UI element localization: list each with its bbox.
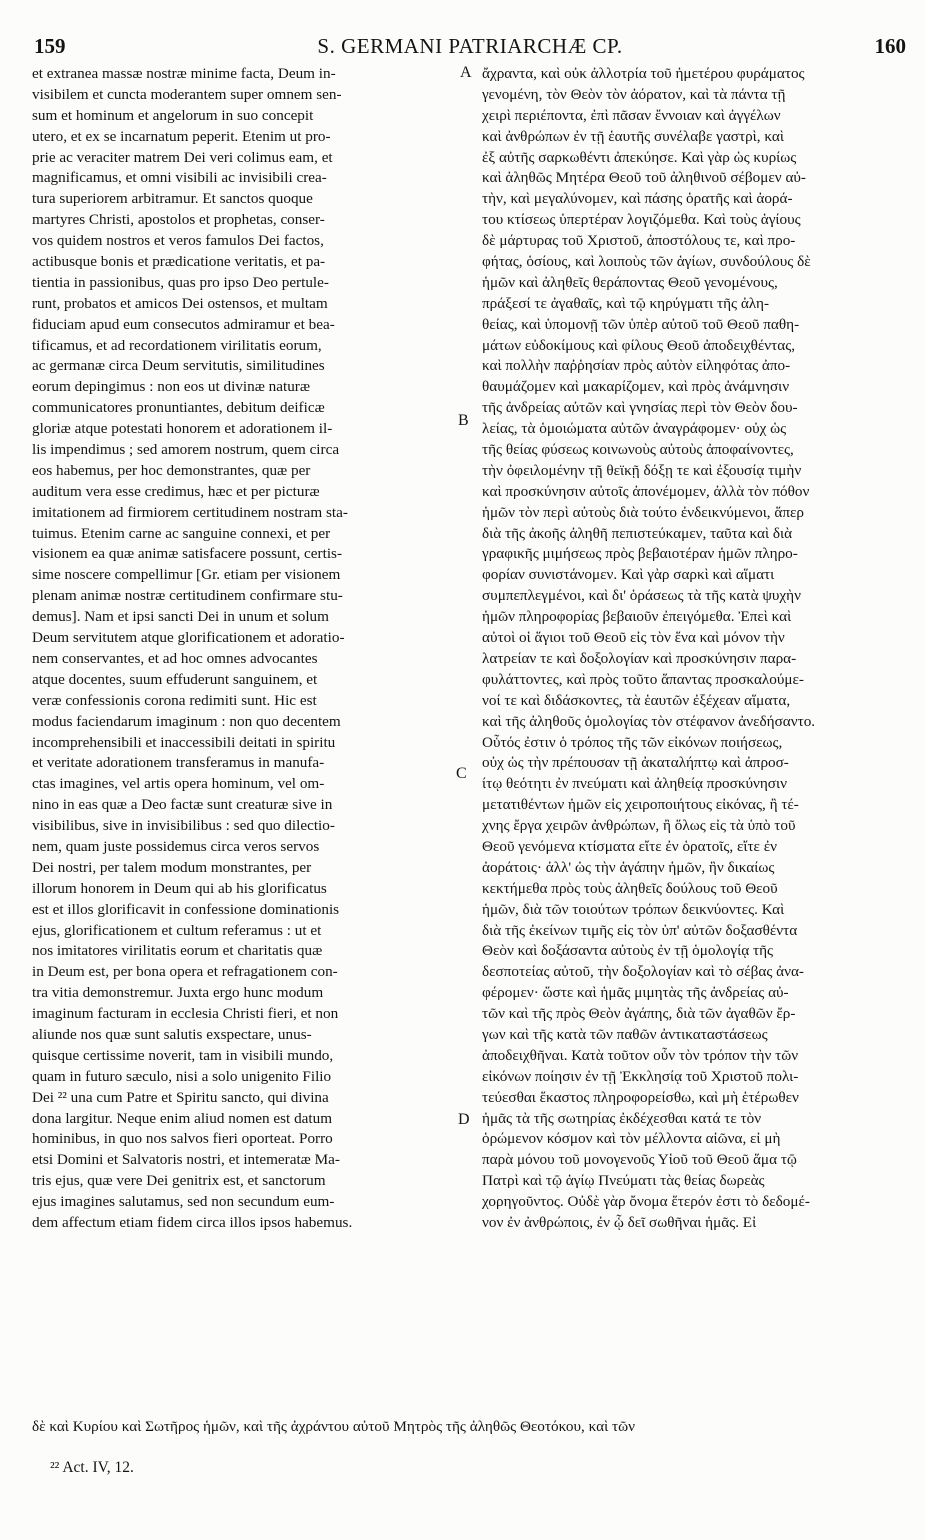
- greek-text-line: θαυμάζομεν καὶ μακαρίζομεν, καὶ πρὸς ἀνάμνησιν: [482, 378, 790, 396]
- latin-text-line: quam in futuro sæculo, nisi a solo unigenito Filio: [32, 1067, 332, 1085]
- greek-text-line: ἡμῶν τὸν περὶ αὐτοὺς διὰ τούτο ἐνδεικνύμενοι, ἅπερ: [482, 503, 804, 521]
- latin-text-line: ejus imagines salutamus, sed non secundum eum-: [32, 1193, 335, 1211]
- greek-text-line: Θεὸν καὶ δοξάσαντα αὐτοὺς ἐν τῇ ὁμολογίᾳ τῆς: [482, 942, 774, 960]
- full-width-closing-line: δὲ καὶ Κυρίου καὶ Σωτῆρος ἡμῶν, καὶ τῆς ἀχράντου αὐτοῦ Μητρὸς τῆς ἀληθῶς Θεοτόκου, καὶ τῶν: [32, 1418, 635, 1435]
- greek-text-line: τῆς ἀνδρείας αὐτῶν καὶ γνησίας περὶ τὸν Θεὸν δου-: [482, 399, 798, 417]
- latin-text-line: visibilibus, sive in invisibilibus : sed quo dilectio-: [32, 817, 335, 835]
- latin-text-line: Deum servitutem atque glorificationem et adoratio-: [32, 629, 345, 647]
- greek-text-line: οὐχ ὡς τὴν πρέπουσαν τῇ ἀκαταλήπτῳ καὶ ἀπροσ-: [482, 754, 789, 772]
- latin-text-line: gloriæ atque potestati honorem et adorationem il-: [32, 420, 333, 438]
- latin-text-line: eos habemus, per hoc demonstrantes, quæ per: [32, 461, 311, 479]
- greek-text-line: γραφικῆς μιμήσεως πρὸς βεβαιοτέραν ἡμῶν πληρο-: [482, 545, 798, 563]
- greek-text-line: λείας, τὰ ὁμοιώματα αὐτῶν ἀναγράφομεν· οὐχ ὡς: [482, 420, 787, 438]
- greek-text-line: θείας, καὶ ὑπομονῇ τῶν ὑπὲρ αὐτοῦ τοῦ Θεοῦ παθη-: [482, 315, 800, 333]
- margin-letter-b: B: [458, 412, 469, 429]
- page-header: [34, 34, 906, 64]
- latin-text-line: modus faciendarum imaginum : non quo decentem: [32, 712, 341, 730]
- greek-text-line: ὁρώμενον κόσμον καὶ τὸν μέλλοντα αἰῶνα, εἰ μὴ: [482, 1130, 781, 1148]
- latin-text-line: visibilem et cuncta moderantem super omnem sen-: [32, 85, 342, 103]
- latin-text-line: plenam animæ nostræ certitudinem confirmare stu-: [32, 587, 343, 605]
- latin-text-line: lis impendimus ; sed amorem nostrum, quem circa: [32, 441, 340, 459]
- greek-text-line: διὰ τῆς ἀκοῆς ἀληθῆ πεπιστεύκαμεν, ταῦτα καὶ διὰ: [482, 524, 793, 542]
- greek-text-line: αὐτοὶ οἱ ἅγιοι τοῦ Θεοῦ εἰς τὸν ἕνα καὶ μόνον τὴν: [482, 629, 785, 647]
- greek-text-line: φήτας, ὁσίους, καὶ λοιποὺς τῶν ἁγίων, συνδούλους δὲ: [482, 253, 811, 271]
- latin-text-line: atque docentes, suum effuderunt sanguinem, et: [32, 670, 318, 688]
- latin-text-line: runt, probatos et amicos Dei ostensos, et multam: [32, 294, 328, 312]
- greek-text-line: παρὰ μόνου τοῦ μονογενοῦς Υἱοῦ τοῦ Θεοῦ ἅμα τῷ: [482, 1151, 797, 1169]
- greek-text-line: καὶ προσκύνησιν αὐτοῖς ἀπονέμομεν, ἀλλὰ τὸν πόθον: [482, 482, 810, 500]
- latin-text-line: imaginum facturam in ecclesia Christi fieri, et non: [32, 1005, 339, 1023]
- latin-text-line: tificamus, et ad recordationem virilitatis eorum,: [32, 336, 322, 354]
- latin-text-line: nos imitatores virilitatis eorum et charitatis quæ: [32, 942, 323, 960]
- greek-text-line: μετατιθέντων ἡμῶν εἰς χειροποιήτους εἰκόνας, ἢ τέ-: [482, 796, 799, 814]
- latin-text-line: visionem ea quæ animæ satisfacere possunt, certis-: [32, 545, 343, 563]
- greek-text-line: δὲ μάρτυρας τοῦ Χριστοῦ, ἀποστόλους τε, καὶ προ-: [482, 232, 796, 250]
- running-title: S. GERMANI PATRIARCHÆ CP.: [317, 34, 623, 58]
- greek-text-line: νον ἐν ἀνθρώποις, ἐν ᾧ δεῖ σωθῆναι ἡμᾶς. Εἰ: [482, 1213, 757, 1231]
- latin-text-line: prie ac veraciter matrem Dei veri colimus eam, et: [32, 148, 333, 166]
- latin-text-line: ac germanæ circa Deum servitutis, similitudines: [32, 357, 325, 375]
- latin-text-line: in Deum est, per bona opera et refragationem con-: [32, 963, 338, 981]
- latin-text-line: veræ confessionis corona redimiti sunt. Hic est: [32, 691, 317, 709]
- latin-text-line: imitationem ad firmiorem certitudinem nostram sta-: [32, 503, 348, 521]
- latin-text-line: quisque certissime noverit, tam in visibili mundo,: [32, 1046, 334, 1064]
- greek-text-line: ἡμᾶς τὰ τῆς σωτηρίας ἐκδέχεσθαι κατά τε τὸν: [482, 1109, 762, 1127]
- greek-text-line: φορίαν συνιστάνομεν. Καὶ γὰρ σαρκὶ καὶ αἵματι: [482, 566, 775, 584]
- greek-text-line: νοί τε καὶ διδάσκοντες, τὰ ἑαυτῶν ἐξέχεαν αἵματα,: [482, 691, 791, 709]
- latin-text-line: nem conservantes, et ad hoc omnes advocantes: [32, 649, 318, 667]
- latin-text-line: communicatores pronuntiantes, debitum deificæ: [32, 399, 325, 417]
- greek-text-line: χορηγοῦντος. Οὐδὲ γὰρ ὄνομα ἕτερόν ἐστι τὸ δεδομέ-: [482, 1193, 810, 1211]
- latin-text-line: nem, quam juste possidemus circa veros servos: [32, 837, 320, 855]
- page-number-left: 159: [34, 34, 66, 58]
- greek-text-line: καὶ πολλὴν παῤῥησίαν πρὸς αὐτὸν εἰληφότας ἀπο-: [482, 357, 791, 375]
- greek-text-line: καὶ τῆς ἀληθοῦς ὁμολογίας τὸν στέφανον ἀνεδήσαντο.: [482, 712, 816, 730]
- footnote: ²² Act. IV, 12.: [50, 1459, 134, 1476]
- greek-text-line: δεσποτείας αὐτοῦ, τὴν δοξολογίαν καὶ τὸ σέβας ἀνα-: [482, 963, 804, 981]
- latin-text-line: Dei nostri, per talem modum monstrantes, per: [32, 858, 312, 876]
- greek-text-line: συμπεπλεγμένοι, καὶ δι' ὁράσεως τὰ τῆς κατὰ ψυχὴν: [482, 587, 801, 605]
- latin-text-line: tura superiorem arbitramur. Et sanctos quoque: [32, 190, 313, 208]
- greek-text-line: Θεοῦ γενόμενα κτίσματα εἴτε ἐν ὁρατοῖς, εἴτε ἐν: [482, 837, 777, 855]
- greek-text-line: ἀοράτοις· ἀλλ' ὡς τὴν ἀγάπην ἡμῶν, ἣν δικαίως: [482, 858, 775, 876]
- latin-text-line: sum et hominum et angelorum in suo concepit: [32, 106, 314, 124]
- greek-text-line: τῶν καὶ τῆς πρὸς Θεὸν ἀγάπης, διὰ τῶν ἀγαθῶν ἔρ-: [482, 1005, 796, 1023]
- greek-text-line: γενομένη, τὸν Θεὸν τὸν ἀόρατον, καὶ τὰ πάντα τῇ: [482, 85, 786, 103]
- latin-text-line: dem affectum etiam fidem circa illos ipsos habemus.: [32, 1213, 353, 1231]
- greek-text-line: εἰκόνων ποίησιν ἐν τῇ Ἐκκλησίᾳ τοῦ Χριστοῦ πολι-: [482, 1067, 799, 1085]
- greek-text-line: καὶ ἀνθρώπων ἐν τῇ ἑαυτῆς συνέλαβε γαστρὶ, καὶ: [482, 127, 784, 145]
- greek-text-line: πράξεσί τε ἀγαθαῖς, καὶ τῷ κηρύγματι τῆς ἀλη-: [482, 294, 770, 312]
- greek-text-line: ἐξ αὐτῆς σαρκωθέντι ἀπεκύησε. Καὶ γὰρ ὡς κυρίως: [482, 148, 797, 166]
- latin-text-line: tientia in passionibus, quas pro ipso Deo pertule-: [32, 273, 329, 291]
- greek-text-line: Οὗτός ἐστιν ὁ τρόπος τῆς τῶν εἰκόνων ποιήσεως,: [482, 733, 783, 751]
- greek-text-line: ἡμῶν πληροφορίας βεβαιοῦν ἐπειγόμεθα. Ἐπεὶ καὶ: [482, 608, 792, 626]
- greek-text-line: ἄχραντα, καὶ οὐκ ἀλλοτρία τοῦ ἡμετέρου φυράματος: [482, 65, 805, 82]
- latin-text-line: ctas imagines, vel artis opera hominum, vel om-: [32, 775, 325, 793]
- greek-text-line: φέρομεν· ὥστε καὶ ἡμᾶς μιμητὰς τῆς ἀνδρείας αὐ-: [482, 984, 789, 1002]
- latin-text-line: sime noscere compellimur [Gr. etiam per visionem: [32, 566, 341, 584]
- latin-text-line: actibusque bonis et prædicatione veritatis, et pa-: [32, 253, 326, 271]
- latin-text-line: illorum honorem in Deum qui ab his glorificatus: [32, 879, 327, 897]
- greek-text-line: τῆς θείας φύσεως κοινωνοὺς αὐτοὺς ἀποφαίνοντες,: [482, 441, 794, 459]
- margin-letter-a: A: [460, 64, 472, 81]
- latin-text-line: etsi Domini et Salvatoris nostri, et intemeratæ Ma-: [32, 1151, 340, 1169]
- greek-text-line: καὶ ἀληθῶς Μητέρα Θεοῦ τοῦ ἀληθινοῦ σέβομεν αὐ-: [482, 169, 806, 187]
- greek-text-line: γων καὶ τῆς κατὰ τῶν παθῶν ἀντικαταστάσεως: [482, 1025, 768, 1043]
- latin-text-line: nino in eas quæ a Deo factæ sunt creaturæ sive in: [32, 796, 333, 814]
- latin-text-line: tris ejus, quæ vere Dei genitrix est, et sanctorum: [32, 1172, 326, 1190]
- latin-text-line: martyres Christi, apostolos et prophetas, conser-: [32, 211, 325, 229]
- latin-text-line: magnificamus, et omni visibili ac invisibili crea-: [32, 169, 327, 187]
- greek-text-line: τὴν ὀφειλομένην τῇ θεϊκῇ δόξῃ τε καὶ ἐξουσίᾳ τιμὴν: [482, 461, 802, 479]
- greek-text-line: ίτῳ θεότητι ἐν πνεύματι καὶ ἀληθείᾳ προσκύνησιν: [482, 775, 787, 793]
- latin-text-line: tuimus. Etenim carne ac sanguine connexi, et per: [32, 524, 331, 542]
- latin-text-line: hominibus, in quo nos salvos fieri oporteat. Porro: [32, 1130, 333, 1148]
- greek-text-line: χνης ἔργα χειρῶν ἀνθρώπων, ἢ ὅλως εἰς τὰ ὑπὸ τοῦ: [482, 817, 796, 835]
- latin-text-line: aliunde nos quæ sunt salutis exspectare, unus-: [32, 1025, 312, 1043]
- latin-text-line: est et illos glorificavit in confessione dominationis: [32, 900, 340, 918]
- latin-text-line: fiduciam apud eum consecutos admiramur et bea-: [32, 315, 335, 333]
- greek-text-line: διὰ τῆς ἐκείνων τιμῆς εἰς τὸν ὑπ' αὐτῶν δοξασθέντα: [482, 921, 798, 939]
- latin-text-line: vos quidem nostros et veros famulos Dei factos,: [32, 232, 324, 250]
- greek-text-line: μάτων εὐδοκίμους καὶ φίλους Θεοῦ ἀποδειχθέντας,: [482, 336, 796, 354]
- greek-text-line: λατρείαν τε καὶ δοξολογίαν καὶ προσκύνησιν παρα-: [482, 649, 797, 667]
- greek-text-line: χειρὶ περιέποντα, ἐπὶ πᾶσαν ἔννοιαν καὶ ἀγγέλων: [482, 106, 781, 124]
- latin-text-line: incomprehensibili et inaccessibili deitati in spiritu: [32, 733, 336, 751]
- greek-text-line: κεκτήμεθα πρὸς τοὺς ἀληθεῖς δούλους τοῦ Θεοῦ: [482, 879, 778, 897]
- latin-text-line: auditum vera esse credimus, hæc et per picturæ: [32, 482, 320, 500]
- latin-text-line: ejus, glorificationem et cultum referamus : ut et: [32, 921, 322, 939]
- greek-text-line: ἀποδειχθῆναι. Κατὰ τοῦτον οὖν τὸν τρόπον τὴν τῶν: [482, 1046, 799, 1064]
- latin-text-line: tra vitia demonstremur. Juxta ergo hunc modum: [32, 984, 324, 1002]
- greek-text-line: τὴν, καὶ μεγαλύνομεν, καὶ πάσης ὁρατῆς καὶ ἀορά-: [482, 190, 793, 208]
- greek-text-line: τεύεσθαι ἕκαστος πληροφορείσθω, καὶ μὴ ἑτέρωθεν: [482, 1088, 799, 1106]
- page-number-right: 160: [874, 34, 906, 58]
- latin-text-line: utero, et ex se incarnatum peperit. Etenim ut pro-: [32, 127, 331, 145]
- greek-text-line: του κτίσεως ὑπερτέραν λογιζόμεθα. Καὶ τοὺς ἁγίους: [482, 211, 801, 229]
- greek-text-line: ἡμῶν, διὰ τῶν τοιούτων τρόπων δεικνύοντες. Καὶ: [482, 900, 785, 918]
- latin-text-line: dona largitur. Neque enim aliud nomen est datum: [32, 1109, 333, 1127]
- latin-column: [32, 64, 454, 1234]
- latin-text-line: et extranea massæ nostræ minime facta, Deum in-: [32, 65, 336, 82]
- greek-text-line: φυλάττοντες, καὶ πρὸς τοῦτο ἅπαντας προσκαλούμε-: [482, 670, 804, 688]
- margin-letter-c: C: [456, 765, 467, 782]
- margin-letter-d: D: [458, 1111, 470, 1128]
- latin-text-line: et veritate adorationem transferamus in manufa-: [32, 754, 325, 772]
- greek-column: [482, 64, 906, 1234]
- latin-text-line: eorum depingimus : non eos ut divinæ naturæ: [32, 378, 310, 396]
- greek-text-line: ἡμῶν καὶ ἀληθεῖς θεράποντας Θεοῦ γενομένους,: [482, 273, 778, 291]
- latin-text-line: demus]. Nam et ipsi sancti Dei in unum et solum: [32, 608, 329, 626]
- greek-text-line: Πατρὶ καὶ τῷ ἁγίῳ Πνεύματι τὰς θείας δωρεὰς: [482, 1172, 765, 1190]
- latin-text-line: Dei ²² una cum Patre et Spiritu sancto, qui divina: [32, 1088, 329, 1106]
